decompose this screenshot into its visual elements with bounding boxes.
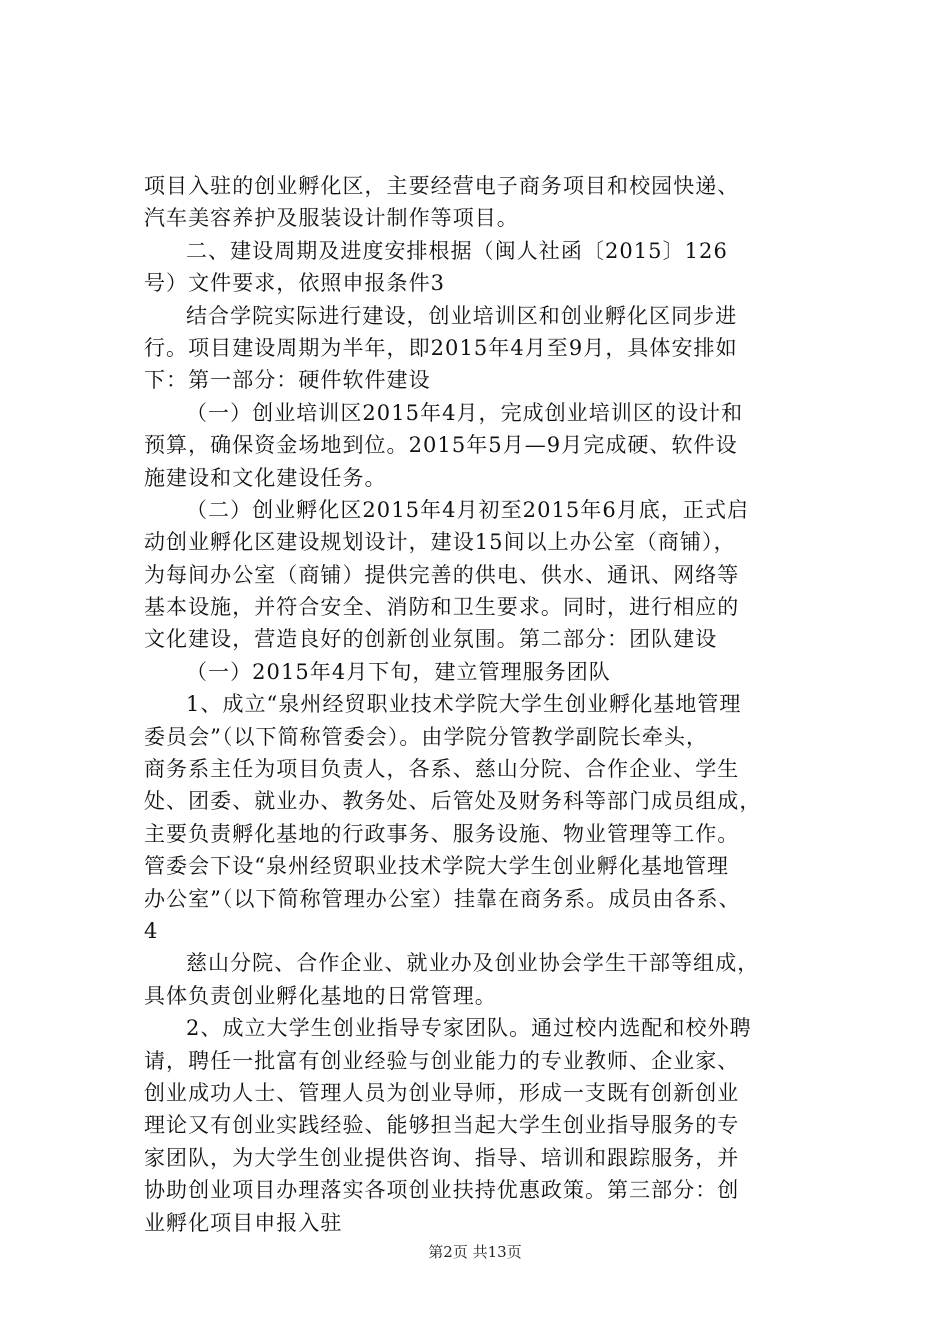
- text-line: 号）文件要求，依照申报条件3: [144, 271, 446, 296]
- text-line: （二）创业孵化区2015年4月初至2015年6月底，正式启: [186, 497, 750, 522]
- text-line: 文化建设，营造良好的创新创业氛围。第二部分：团队建设: [144, 627, 718, 652]
- text-line: 2、成立大学生创业指导专家团队。通过校内选配和校外聘: [186, 1016, 752, 1041]
- text-line: 业孵化项目申报入驻: [144, 1210, 343, 1235]
- text-line: 基本设施，并符合安全、消防和卫生要求。同时，进行相应的: [144, 595, 740, 620]
- text-line: 汽车美容养护及服装设计制作等项目。: [144, 206, 519, 231]
- text-line: 具体负责创业孵化基地的日常管理。: [144, 983, 497, 1008]
- text-line: 结合学院实际进行建设，创业培训区和创业孵化区同步进: [186, 303, 738, 328]
- text-line: 二、建设周期及进度安排根据（闽人社函〔2015〕126: [186, 238, 728, 263]
- page-footer: 第2页 共13页: [428, 1243, 522, 1261]
- text-line: 商务系主任为项目负责人，各系、慈山分院、合作企业、学生: [144, 757, 740, 782]
- text-line: 动创业孵化区建设规划设计，建设15间以上办公室（商铺），: [144, 530, 736, 555]
- text-line: 为每间办公室（商铺）提供完善的供电、供水、通讯、网络等: [144, 562, 740, 587]
- text-line: 行。项目建设周期为半年，即2015年4月至9月，具体安排如: [144, 335, 738, 360]
- text-line: 创业成功人士、管理人员为创业导师，形成一支既有创新创业: [144, 1080, 740, 1105]
- text-line: 下：第一部分：硬件软件建设: [144, 368, 431, 393]
- text-line: 处、团委、就业办、教务处、后管处及财务科等部门成员组成，: [144, 789, 762, 814]
- text-line: 项目入驻的创业孵化区，主要经营电子商务项目和校园快递、: [144, 174, 740, 198]
- text-line: 主要负责孵化基地的行政事务、服务设施、物业管理等工作。: [144, 821, 740, 846]
- document-body: [144, 170, 832, 1239]
- text-line: （一）创业培训区2015年4月，完成创业培训区的设计和: [186, 400, 744, 425]
- text-line: 理论又有创业实践经验、能够担当起大学生创业指导服务的专: [144, 1113, 740, 1138]
- text-line: 协助创业项目办理落实各项创业扶持优惠政策。第三部分：创: [144, 1178, 740, 1203]
- text-line: 委员会”（以下简称管委会）。由学院分管教学副院长牵头，: [144, 724, 709, 749]
- text-line: 请，聘任一批富有创业经验与创业能力的专业教师、企业家、: [144, 1048, 740, 1073]
- text-line: 办公室”（以下简称管理办公室）挂靠在商务系。成员由各系、: [144, 886, 741, 911]
- text-line: 预算，确保资金场地到位。2015年5月—9月完成硬、软件设: [144, 433, 738, 458]
- text-line: 慈山分院、合作企业、就业办及创业协会学生干部等组成，: [186, 951, 760, 976]
- text-line: 施建设和文化建设任务。: [144, 465, 387, 490]
- text-line: 管委会下设“泉州经贸职业技术学院大学生创业孵化基地管理: [144, 854, 730, 879]
- text-line: 1、成立“泉州经贸职业技术学院大学生创业孵化基地管理: [186, 692, 742, 717]
- text-line: 家团队，为大学生创业提供咨询、指导、培训和跟踪服务，并: [144, 1145, 740, 1170]
- text-line: （一）2015年4月下旬，建立管理服务团队: [186, 659, 611, 684]
- text-line: 4: [144, 918, 159, 943]
